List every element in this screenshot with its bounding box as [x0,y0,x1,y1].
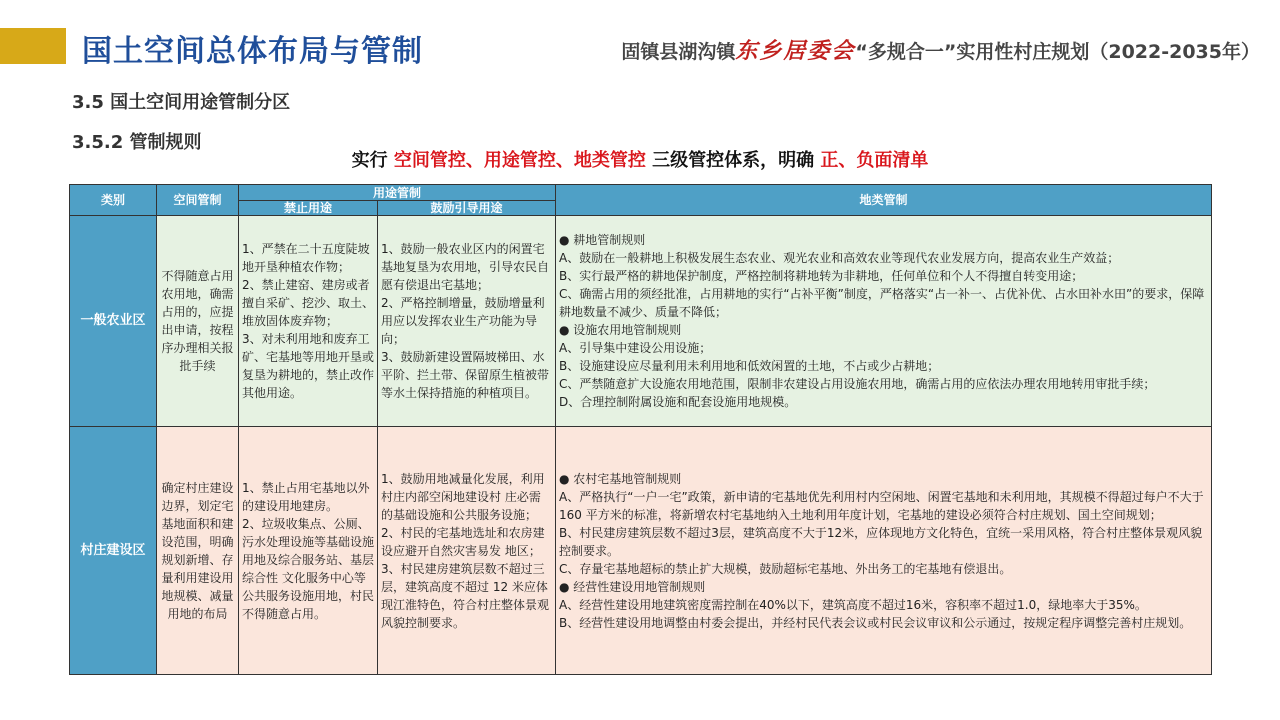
category-cell: 村庄建设区 [70,427,157,675]
headline-red-1: 空间管控、用途管控、地类管控 [393,150,646,171]
headline-red-2: 正、负面清单 [820,150,929,171]
project-title [621,34,1260,65]
project-title-prefix: 固镇县湖沟镇 [621,41,736,63]
land-rule-line: C、确需占用的须经批准，占用耕地的实行“占补平衡”制度，严格落实“占一补一、占优补优、占水田补水田”的要求，保障耕地数量不减少、质量不降低； [559,287,1205,319]
land-rule-line: A、引导集中建设公用设施； [559,341,712,355]
land-control-cell [556,427,1212,675]
page-title: 国土空间总体布局与管制 [82,34,423,69]
table-row [70,427,1212,675]
control-rules-table [69,184,1212,675]
land-rule-line: B、设施建设应尽量利用未利用地和低效闲置的土地，不占或少占耕地； [559,359,940,373]
land-rule-line: A、经营性建设用地建筑密度需控制在40%以下，建筑高度不超过16米，容积率不超过1.0，绿地率大于35%。 [559,597,1147,612]
table-row [70,216,1212,427]
land-rule-line: A、鼓励在一般耕地上积极发展生态农业、观光农业和高效农业等现代农业发展方向，提高农业生产效益； [559,251,1120,265]
forbidden-use-cell: 1、禁止占用宅基地以外的建设用地建房。 2、垃圾收集点、公厕、污水处理设施等基础设施用地及综合服务站、基层综合性 文化服务中心等公共服务设施用地，村民不得随意占用。 [239,427,378,675]
land-rule-line: C、严禁随意扩大设施农用地范围，限制非农建设占用设施农用地，确需占用的应依法办理农用地转用审批手续； [559,377,1156,391]
space-control-cell: 确定村庄建设边界，划定宅基地面积和建设范围，明确规划新增、存量利用建设用地规模、减量用地的布局 [157,427,239,675]
subsection-heading: 3.5.2 管制规则 [72,132,202,153]
encouraged-use-cell: 1、鼓励一般农业区内的闲置宅基地复垦为农用地，引导农民自愿有偿退出宅基地； 2、严格控制增量，鼓励增量利用应以发挥农业生产功能为导向； 3、鼓励新建设置隔坡梯田、水平阶、拦土带、保留原生植被带等水土保持措施的种植项目。 [378,216,556,427]
headline-part-1: 实行 [351,150,394,171]
header-land-control: 地类管制 [556,185,1212,216]
header-space-control: 空间管制 [157,185,239,216]
land-rule-line: B、实行最严格的耕地保护制度，严格控制将耕地转为非耕地，任何单位和个人不得擅自转变用途； [559,269,1084,283]
headline-part-2: 三级管控体系，明确 [645,150,821,171]
header-use-control: 用途管制 [239,185,556,201]
section-heading: 3.5 国土空间用途管制分区 [72,92,291,113]
header-forbidden-use: 禁止用途 [239,201,378,216]
land-rule-line: ● 农村宅基地管制规则 [559,471,682,486]
land-rule-line: D、合理控制附属设施和配套设施用地规模。 [559,395,797,409]
header-category: 类别 [70,185,157,216]
title-accent-bar [0,28,66,64]
land-rule-line: ● 经营性建设用地管制规则 [559,579,706,594]
headline [0,146,1280,172]
land-rule-line: C、存量宅基地超标的禁止扩大规模，鼓励超标宅基地、外出务工的宅基地有偿退出。 [559,561,1012,576]
forbidden-use-cell: 1、严禁在二十五度陡坡地开垦种植农作物； 2、禁止建窑、建房或者擅自采矿、挖沙、取土、堆放固体废弃物； 3、对未利用地和废弃工矿、宅基地等用地开垦或复垦为耕地的，禁止改作其他用途。 [239,216,378,427]
project-title-suffix: “多规合一”实用性村庄规划（2022-2035年） [855,41,1260,63]
encouraged-use-cell: 1、鼓励用地减量化发展，利用村庄内部空闲地建设村 庄必需的基础设施和公共服务设施； 2、村民的宅基地选址和农房建设应避开自然灾害易发 地区； 3、村民建房建筑层数不超过三层，建筑高度不超过 12 米应体现江淮特色，符合村庄整体景观风貌控制要求。 [378,427,556,675]
land-rule-line: B、经营性建设用地调整由村委会提出，并经村民代表会议或村民会议审议和公示通过，按规定程序调整完善村庄规划。 [559,615,1192,630]
category-cell: 一般农业区 [70,216,157,427]
land-control-cell [556,216,1212,427]
land-rule-line: A、严格执行“一户一宅”政策，新申请的宅基地优先利用村内空闲地、闲置宅基地和未利用地，其规模不得超过每户不大于160 平方米的标准，将新增农村宅基地纳入土地利用年度计划，宅基地的建设必须符合村庄规划、国土空间规划； [559,489,1204,522]
space-control-cell: 不得随意占用农用地，确需占用的，应提出申请，按程序办理相关报批手续 [157,216,239,427]
land-rule-line: B、村民建房建筑层数不超过3层，建筑高度不大于12米，应体现地方文化特色，宜统一采用风格，符合村庄整体景观风貌控制要求。 [559,525,1203,558]
land-rule-line: ● 耕地管制规则 [559,233,646,247]
project-title-brand: 东乡居委会 [735,38,856,64]
land-rule-line: ● 设施农用地管制规则 [559,323,682,337]
header-encouraged-use: 鼓励引导用途 [378,201,556,216]
